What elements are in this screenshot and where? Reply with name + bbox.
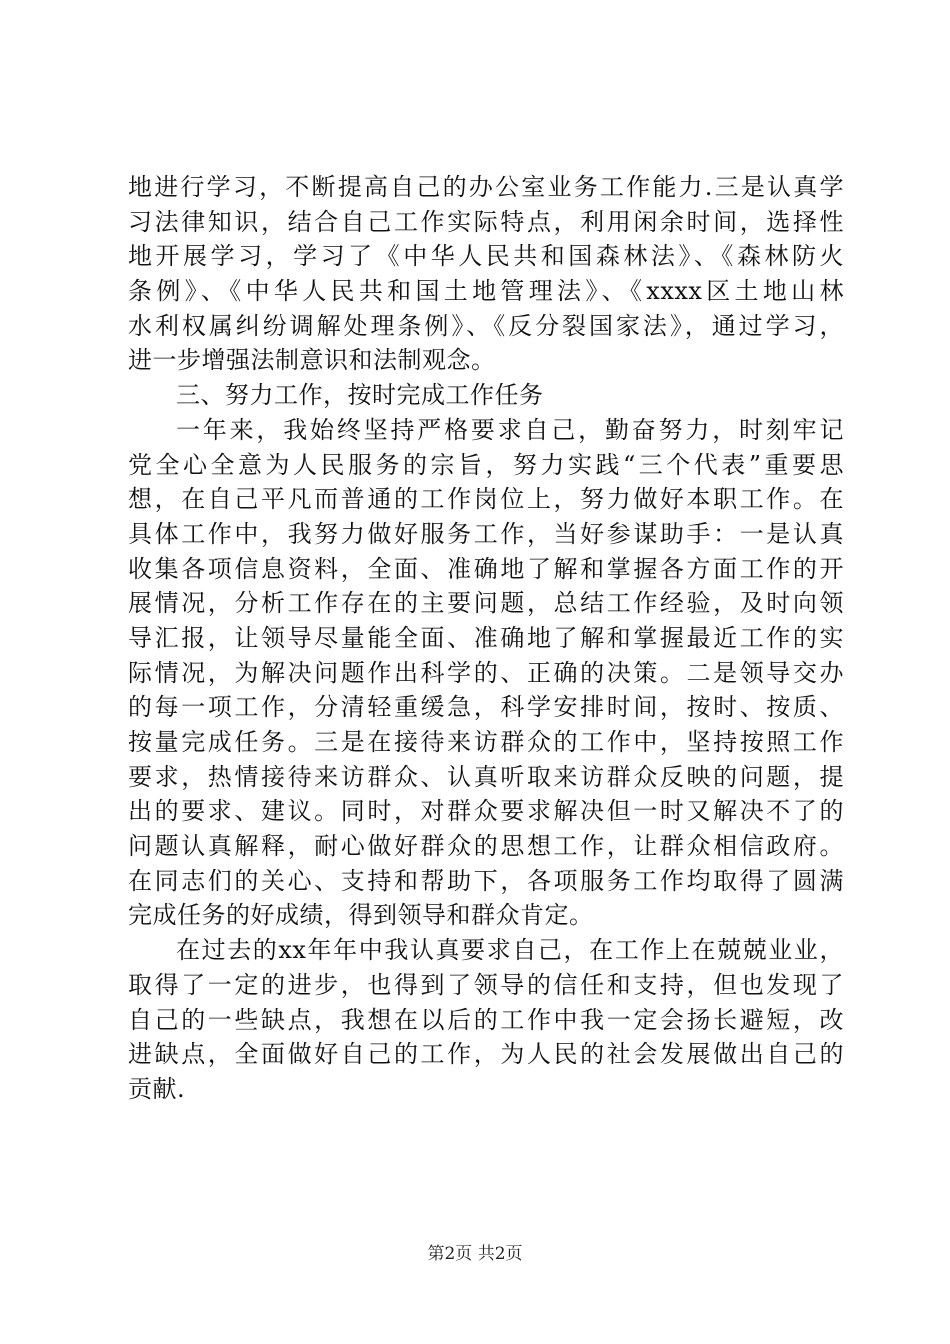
- text-line: 在同志们的关心、支持和帮助下，各项服务工作均取得了圆满: [128, 866, 844, 895]
- text-line: 党全心全意为人民服务的宗旨，努力实践“三个代表”重要思: [128, 450, 844, 479]
- text-line: 的每一项工作，分清轻重缓急，科学安排时间，按时、按质、: [128, 693, 844, 722]
- text-line: 自己的一些缺点，我想在以后的工作中我一定会扬长避短，改: [128, 1005, 844, 1034]
- text-line: 完成任务的好成绩，得到领导和群众肯定。: [128, 901, 594, 930]
- text-line: 想，在自己平凡而普通的工作岗位上，努力做好本职工作。在: [128, 485, 844, 514]
- text-line: 进缺点，全面做好自己的工作，为人民的社会发展做出自己的: [128, 1040, 844, 1069]
- page-footer: [0, 1240, 950, 1268]
- document-body: [128, 170, 844, 1107]
- text-line: 问题认真解释，耐心做好群众的思想工作，让群众相信政府。: [128, 832, 844, 861]
- text-line: 贡献.: [128, 1074, 186, 1103]
- text-line: 取得了一定的进步，也得到了领导的信任和支持，但也发现了: [128, 970, 844, 999]
- text-line: 导汇报，让领导尽量能全面、准确地了解和掌握最近工作的实: [128, 623, 844, 652]
- text-line: 展情况，分析工作存在的主要问题，总结工作经验，及时向领: [128, 589, 844, 618]
- text-line: 收集各项信息资料，全面、准确地了解和掌握各方面工作的开: [128, 554, 844, 583]
- text-line: 在过去的xx年年中我认真要求自己，在工作上在兢兢业业，: [176, 936, 844, 965]
- text-line: 地进行学习，不断提高自己的办公室业务工作能力.三是认真学: [128, 173, 844, 201]
- text-line: 际情况，为解决问题作出科学的、正确的决策。二是领导交办: [128, 658, 844, 687]
- text-line: 一年来，我始终坚持严格要求自己，勤奋努力，时刻牢记: [176, 415, 844, 444]
- text-line: 进一步增强法制意识和法制观念。: [128, 346, 496, 375]
- text-line: 地开展学习，学习了《中华人民共和国森林法》、《森林防火: [128, 242, 844, 271]
- section-heading: 三、努力工作，按时完成工作任务: [176, 381, 544, 410]
- text-line: 按量完成任务。三是在接待来访群众的工作中，坚持按照工作: [128, 728, 844, 756]
- text-line: 出的要求、建议。同时，对群众要求解决但一时又解决不了的: [128, 797, 844, 826]
- text-line: 条例》、《中华人民共和国土地管理法》、《xxxx区土地山林: [128, 277, 844, 306]
- text-line: 要求，热情接待来访群众、认真听取来访群众反映的问题，提: [128, 762, 844, 791]
- text-line: 具体工作中，我努力做好服务工作，当好参谋助手：一是认真: [128, 519, 844, 548]
- text-line: 习法律知识，结合自己工作实际特点，利用闲余时间，选择性: [128, 207, 844, 236]
- page-number-label: 第2页 共2页: [427, 1244, 523, 1264]
- text-line: 水利权属纠纷调解处理条例》、《反分裂国家法》，通过学习，: [128, 311, 844, 340]
